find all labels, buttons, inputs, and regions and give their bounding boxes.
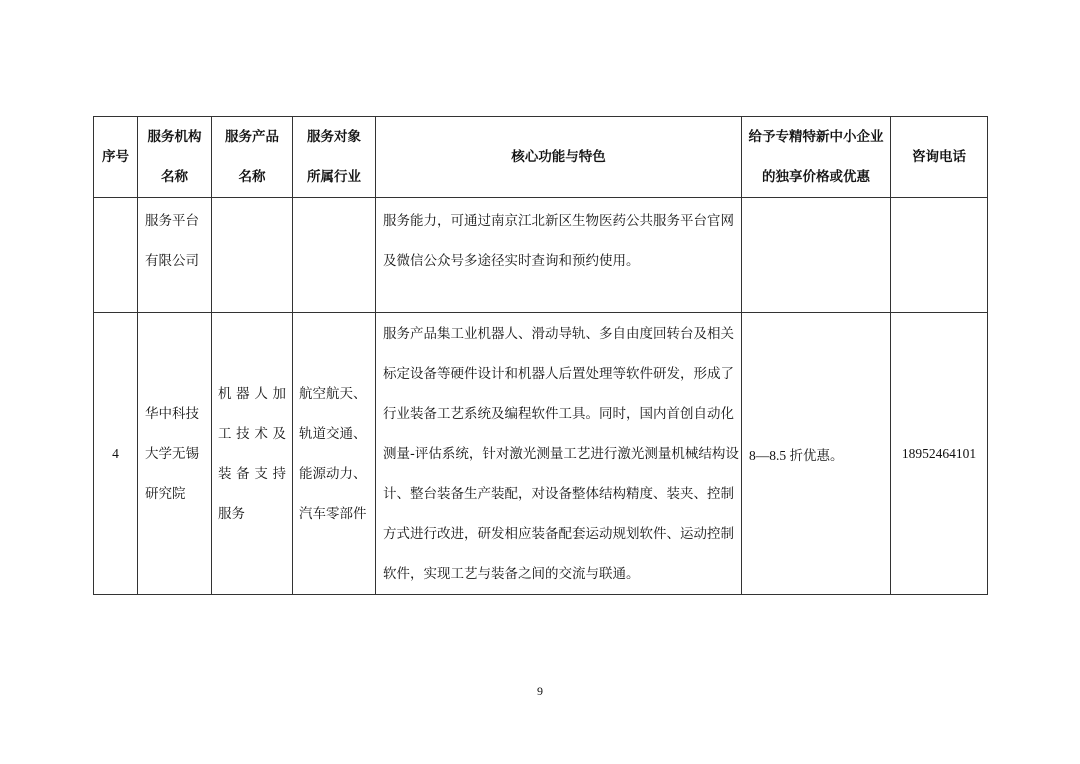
- header-org-line: 名称: [161, 169, 188, 185]
- cell-industry-line: 轨道交通、: [299, 425, 367, 442]
- cell-seq: [94, 198, 138, 313]
- cell-org: [138, 313, 212, 595]
- cell-industry-line: 能源动力、: [299, 465, 367, 482]
- header-product-line: 名称: [238, 169, 266, 185]
- cell-org-line: 服务平台: [145, 213, 199, 229]
- cell-product: [212, 198, 293, 313]
- cell-core-line: 标定设备等硬件设计和机器人后置处理等软件研发，形成了: [383, 366, 734, 382]
- cell-product-line: 机器人加: [218, 385, 286, 402]
- cell-industry-line: 航空航天、: [299, 385, 367, 402]
- cell-core-line: 方式进行改进，研发相应装备配套运动规划软件、运动控制: [383, 526, 734, 542]
- cell-industry: [293, 198, 376, 313]
- header-industry: [293, 117, 376, 198]
- cell-seq: 4: [94, 313, 138, 595]
- cell-discount: 8—8.5 折优惠。: [742, 313, 891, 595]
- table-row-continued: [94, 198, 988, 313]
- cell-core-line: 测量-评估系统，针对激光测量工艺进行激光测量机械结构设: [383, 446, 739, 462]
- header-row: [94, 117, 988, 198]
- header-seq: 序号: [94, 117, 138, 198]
- cell-core-line: 行业装备工艺系统及编程软件工具。同时，国内首创自动化: [383, 406, 734, 422]
- cell-industry-line: 汽车零部件: [299, 505, 367, 522]
- cell-org-line: 有限公司: [145, 253, 199, 269]
- cell-phone: 18952464101: [891, 313, 988, 595]
- cell-discount: [742, 198, 891, 313]
- cell-product: [212, 313, 293, 595]
- cell-product-line: 服务: [218, 505, 245, 522]
- cell-industry: [293, 313, 376, 595]
- cell-core-line: 及微信公众号多途径实时查询和预约使用。: [383, 253, 640, 269]
- header-discount-line: 给予专精特新中小企业: [748, 129, 884, 145]
- cell-core-line: 服务能力，可通过南京江北新区生物医药公共服务平台官网: [383, 213, 734, 229]
- cell-org-line: 研究院: [145, 485, 186, 502]
- header-discount-line: 的独享价格或优惠: [762, 169, 870, 185]
- header-industry-line: 所属行业: [307, 169, 361, 185]
- page-number: 9: [537, 684, 543, 698]
- header-core: 核心功能与特色: [376, 117, 742, 198]
- header-org: [138, 117, 212, 198]
- cell-core-line: 服务产品集工业机器人、滑动导轨、多自由度回转台及相关: [383, 326, 734, 342]
- header-product: [212, 117, 293, 198]
- cell-phone: [891, 198, 988, 313]
- cell-product-line: 装备支持: [218, 465, 286, 482]
- cell-org: [138, 198, 212, 313]
- header-discount: [742, 117, 891, 198]
- cell-core-line: 软件，实现工艺与装备之间的交流与联通。: [383, 566, 640, 582]
- header-org-line: 服务机构: [147, 129, 202, 145]
- cell-org-line: 华中科技: [145, 405, 199, 422]
- header-phone: 咨询电话: [891, 117, 988, 198]
- cell-core-line: 计、整台装备生产装配，对设备整体结构精度、装夹、控制: [383, 486, 734, 502]
- cell-core: [376, 198, 742, 313]
- cell-product-line: 工技术及: [218, 425, 286, 442]
- service-table: [93, 116, 988, 595]
- header-product-line: 服务产品: [225, 129, 279, 145]
- cell-org-line: 大学无锡: [145, 445, 199, 462]
- table-row-4: [94, 313, 988, 595]
- cell-core: [376, 313, 742, 595]
- header-industry-line: 服务对象: [307, 129, 361, 145]
